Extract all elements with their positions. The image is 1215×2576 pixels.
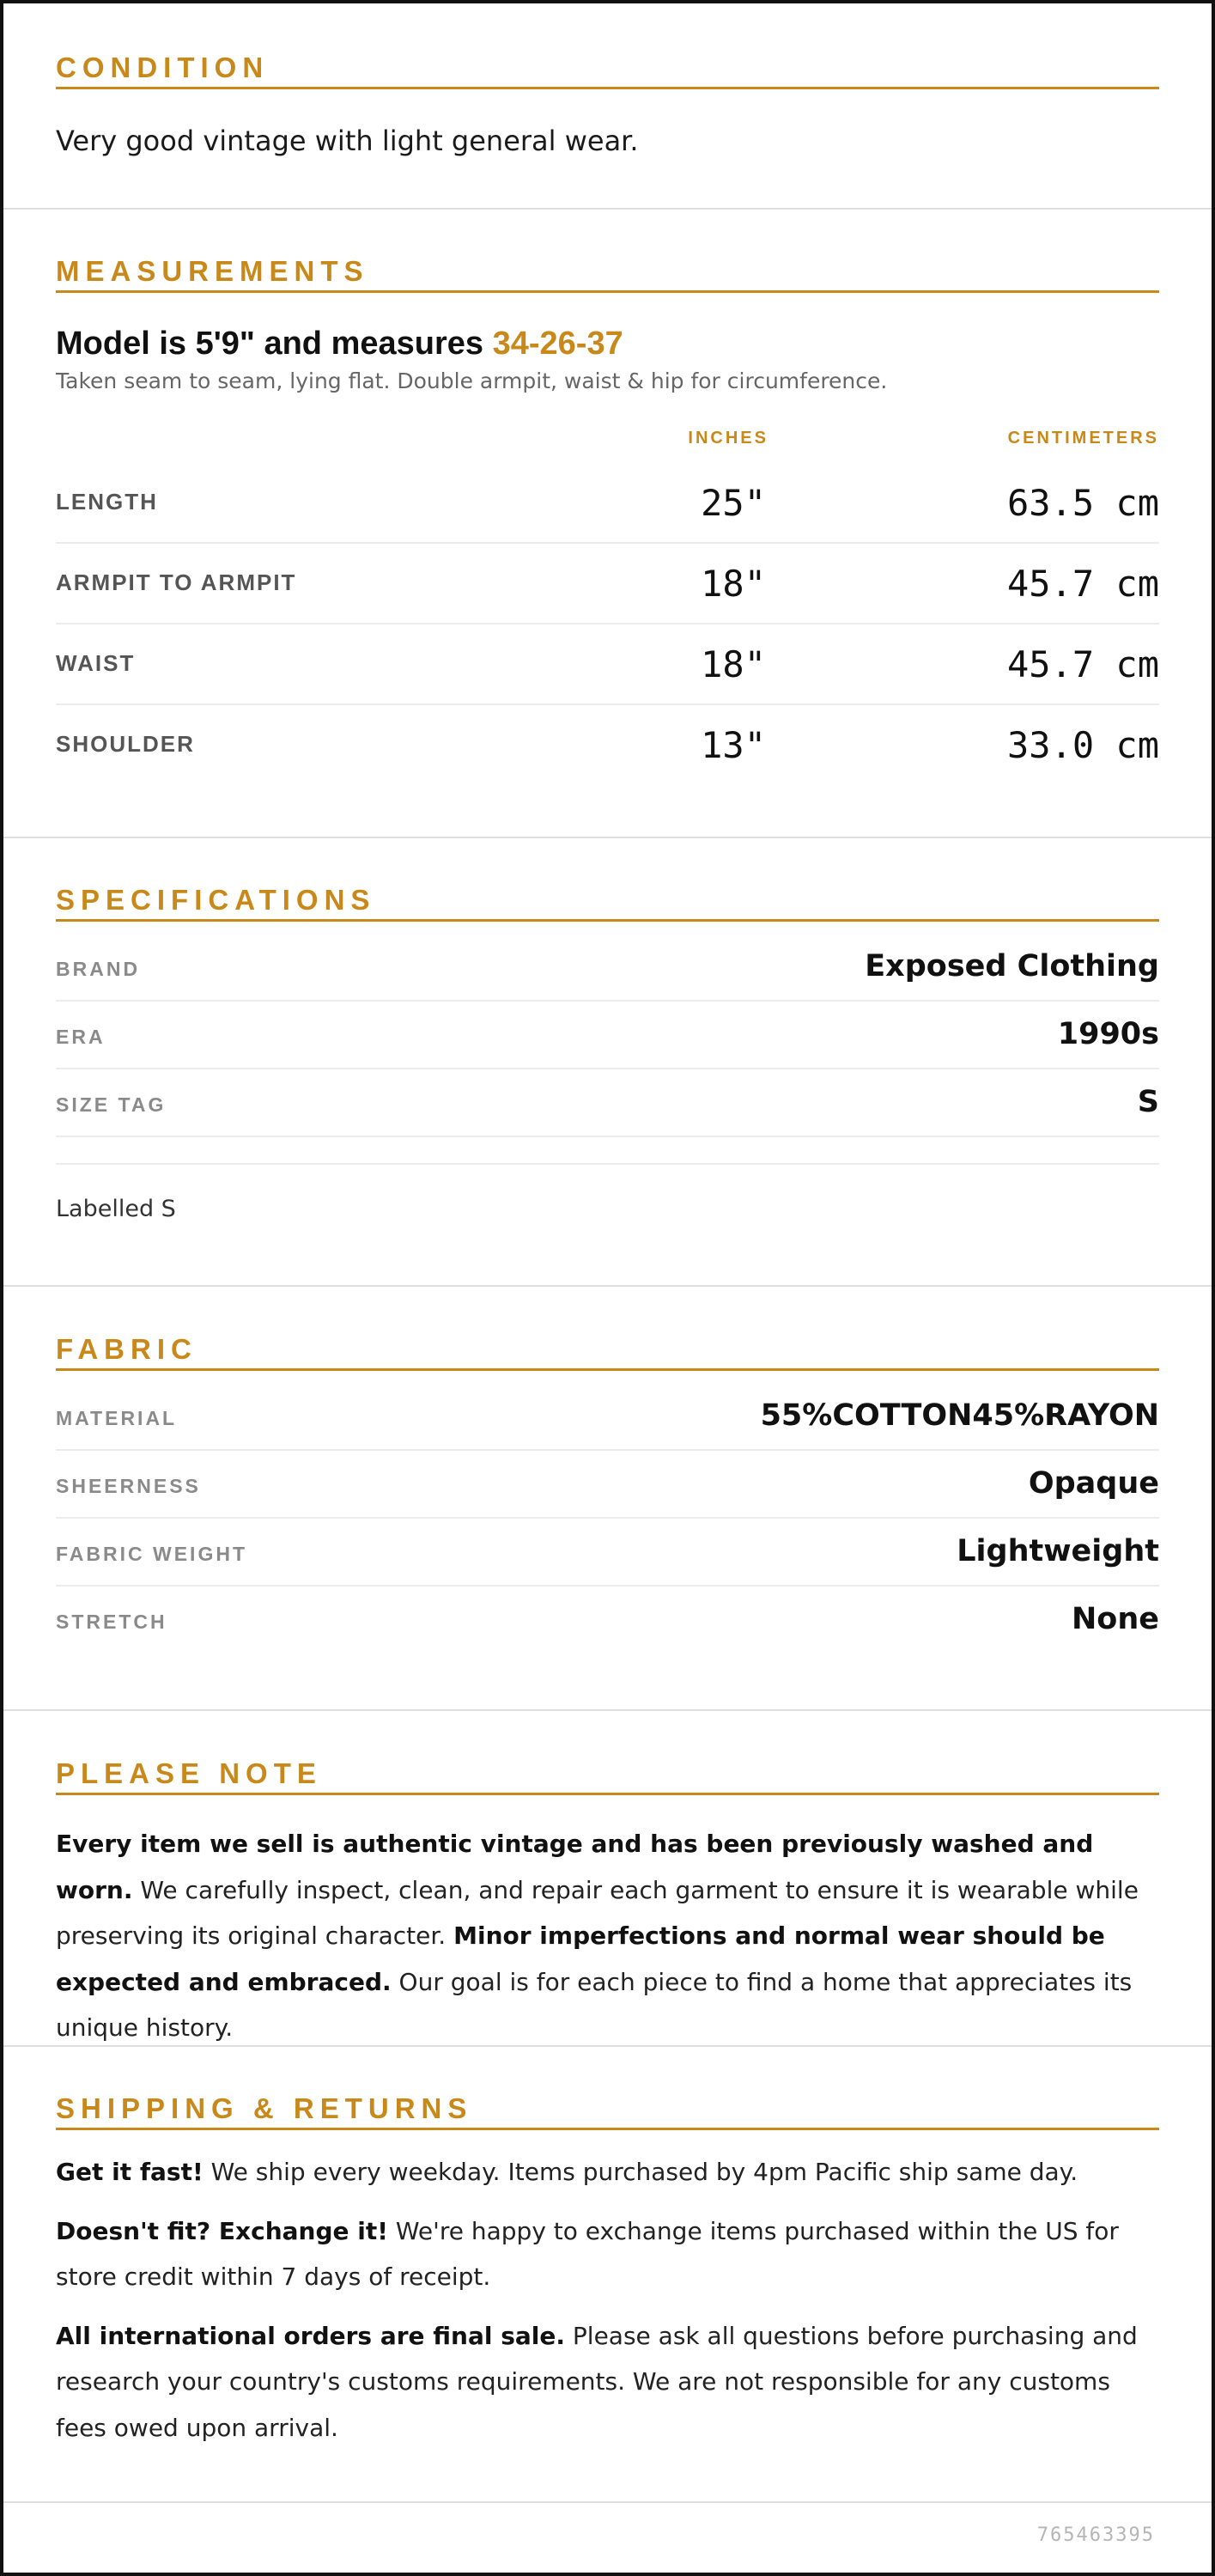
model-prefix: Model is 5'9" and measures	[56, 326, 493, 362]
section-divider	[3, 1709, 1212, 1711]
measurements-section	[3, 250, 1212, 786]
measurement-cm: 33.0 cm	[1006, 724, 1159, 766]
measurement-row-shoulder	[56, 705, 1159, 786]
spec-label: SHEERNESS	[56, 1475, 201, 1497]
measurement-label: LENGTH	[56, 489, 158, 515]
condition-heading: CONDITION	[56, 46, 1159, 89]
shipping-paragraph-1	[56, 2149, 1159, 2195]
shipping-bold-2: Doesn't fit? Exchange it!	[56, 2216, 388, 2245]
specifications-section	[3, 879, 1212, 1225]
model-measure: 34-26-37	[492, 326, 623, 362]
measurement-inches: 18"	[701, 563, 766, 605]
shipping-content	[56, 2149, 1159, 2451]
measurement-row-length	[56, 463, 1159, 544]
please-note-section	[3, 1752, 1212, 2051]
note-text-1: We carefully inspect, clean, and repair each garment to ensure it is wearable while preserving its original character.	[56, 1875, 1139, 1950]
spec-value: Exposed Clothing	[865, 949, 1159, 984]
spec-label: STRETCH	[56, 1611, 167, 1633]
measurement-inches: 13"	[701, 724, 766, 766]
section-divider	[3, 2501, 1212, 2503]
specifications-table	[56, 934, 1159, 1137]
fabric-row-stretch	[56, 1586, 1159, 1654]
spec-value: 1990s	[1057, 1017, 1159, 1051]
measurement-cm: 63.5 cm	[1006, 482, 1159, 524]
measurement-cm: 45.7 cm	[1006, 563, 1159, 605]
shipping-heading: SHIPPING & RETURNS	[56, 2087, 1159, 2130]
product-id: 765463395	[1036, 2524, 1155, 2546]
spec-label: MATERIAL	[56, 1407, 178, 1429]
spec-row-era	[56, 1002, 1159, 1069]
shipping-bold-3: All international orders are final sale.	[56, 2321, 566, 2350]
spec-row-size-tag	[56, 1069, 1159, 1137]
shipping-text-3: Please ask all questions before purchasing and research your country's customs requirements. We are not responsible for any customs fees owed upon arrival.	[56, 2321, 1138, 2442]
shipping-text-2: We're happy to exchange items purchased within the US for store credit within 7 days of receipt.	[56, 2216, 1119, 2291]
measurement-inches: 25"	[701, 482, 766, 524]
note-text-2: Our goal is for each piece to find a home that appreciates its unique history.	[56, 1967, 1133, 2042]
section-divider	[3, 2045, 1212, 2047]
shipping-text-1: We ship every weekday. Items purchased by 4pm Pacific ship same day.	[203, 2158, 1078, 2186]
measurements-column-headers	[56, 411, 1159, 463]
spec-label: ERA	[56, 1026, 106, 1048]
measurement-row-waist	[56, 624, 1159, 705]
measurement-label: SHOULDER	[56, 731, 195, 757]
spec-value: Lightweight	[957, 1534, 1159, 1568]
size-note: Labelled S	[56, 1163, 1159, 1225]
measurement-row-armpit	[56, 544, 1159, 624]
section-divider	[3, 208, 1212, 210]
spec-value: Opaque	[1028, 1466, 1159, 1501]
fabric-row-weight	[56, 1519, 1159, 1586]
spec-value: 55%COTTON45%RAYON	[760, 1398, 1159, 1433]
please-note-heading: PLEASE NOTE	[56, 1752, 1159, 1795]
spec-row-brand	[56, 934, 1159, 1002]
fabric-row-sheerness	[56, 1451, 1159, 1519]
shipping-bold-1: Get it fast!	[56, 2158, 204, 2186]
section-divider	[3, 1285, 1212, 1287]
spec-label: SIZE TAG	[56, 1093, 167, 1116]
measurements-subtitle: Taken seam to seam, lying flat. Double armpit, waist & hip for circumference.	[56, 368, 888, 393]
section-divider	[3, 837, 1212, 838]
model-measurements	[56, 324, 1159, 363]
shipping-paragraph-2	[56, 2208, 1159, 2300]
fabric-row-material	[56, 1383, 1159, 1451]
measurement-label: WAIST	[56, 650, 136, 676]
measurements-heading: MEASUREMENTS	[56, 250, 1159, 293]
note-bold-2: Minor imperfections and normal wear should be expected and embraced.	[56, 1921, 1105, 1996]
measurements-table	[56, 463, 1159, 786]
spec-label: BRAND	[56, 958, 141, 980]
shipping-section	[3, 2087, 1212, 2451]
condition-section	[3, 46, 1212, 158]
spec-label: FABRIC WEIGHT	[56, 1543, 247, 1565]
spec-value: S	[1137, 1085, 1159, 1119]
note-bold-1: Every item we sell is authentic vintage and has been previously washed and worn.	[56, 1830, 1094, 1904]
specifications-heading: SPECIFICATIONS	[56, 879, 1159, 922]
measurement-inches: 18"	[701, 643, 766, 685]
fabric-section	[3, 1328, 1212, 1654]
condition-text: Very good vintage with light general wear.	[56, 125, 639, 157]
spec-value: None	[1072, 1602, 1159, 1636]
fabric-heading: FABRIC	[56, 1328, 1159, 1371]
fabric-table	[56, 1383, 1159, 1654]
column-inches: INCHES	[688, 429, 768, 448]
column-centimeters: CENTIMETERS	[1007, 429, 1159, 448]
measurement-cm: 45.7 cm	[1006, 643, 1159, 685]
please-note-text	[56, 1821, 1159, 2051]
shipping-paragraph-3	[56, 2313, 1159, 2451]
measurement-label: ARMPIT TO ARMPIT	[56, 569, 297, 595]
